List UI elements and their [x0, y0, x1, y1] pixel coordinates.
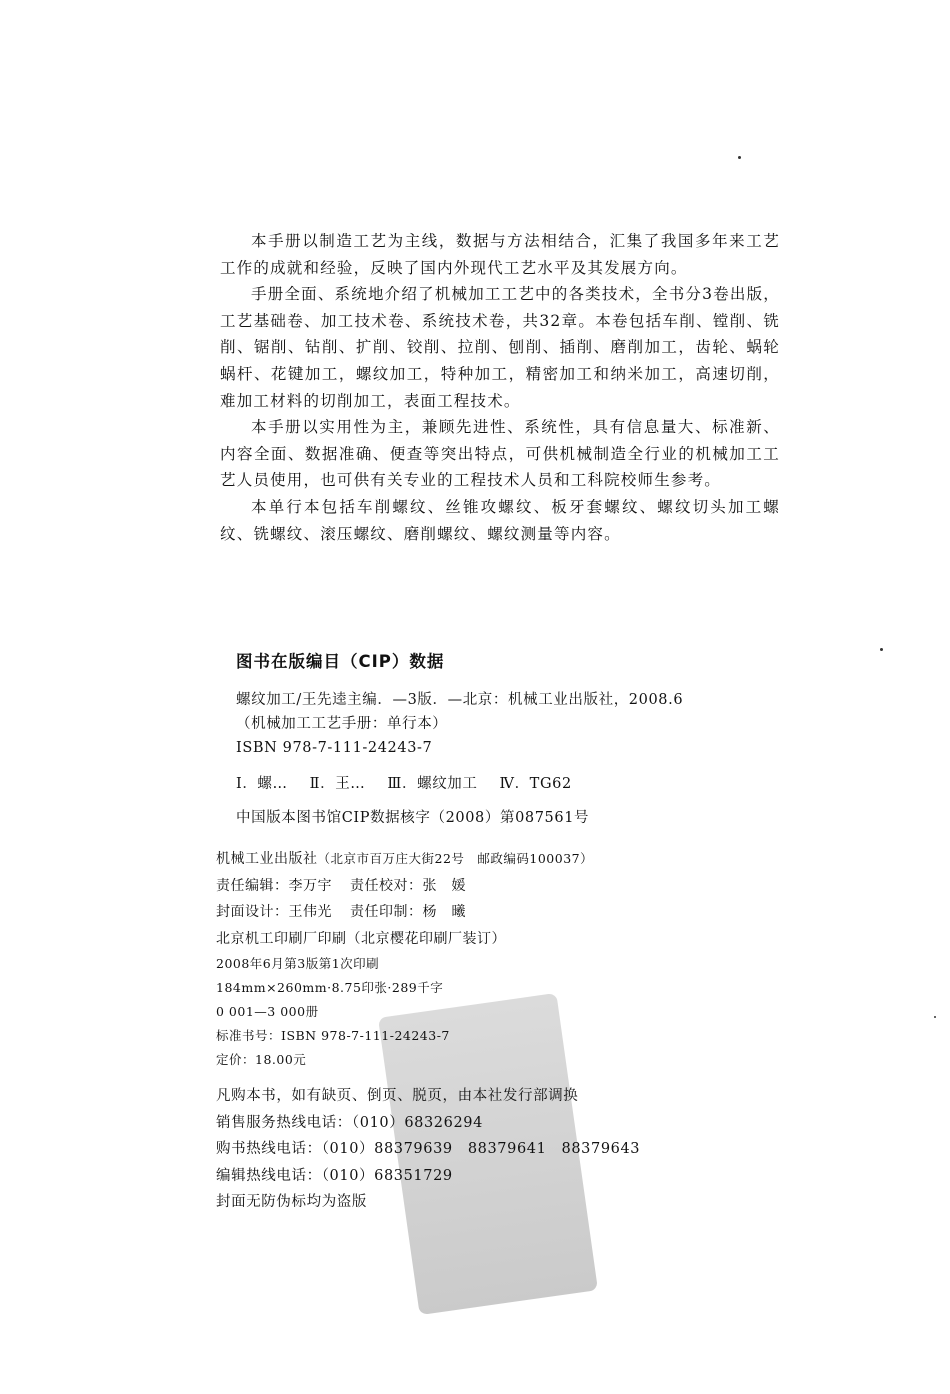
notice-line: 编辑热线电话：（010）68351729 — [216, 1167, 453, 1184]
cip-record-number: 中国版本图书馆CIP数据核字（2008）第087561号 — [236, 810, 590, 826]
editor-line — [216, 873, 776, 900]
price-line: 定价：18.00元 — [216, 1052, 307, 1067]
responsible-editor: 责任编辑：李万宇 — [216, 877, 332, 894]
cover-designer: 封面设计：王伟光 — [216, 904, 332, 920]
intro-paragraph: 本手册以制造工艺为主线，数据与方法相结合，汇集了我国多年来工艺工作的成就和经验，反映了国内外现代工艺水平及其发展方向。 — [220, 232, 780, 277]
scan-speck — [738, 156, 741, 159]
scan-speck — [934, 1016, 936, 1018]
publisher-name: 机械工业出版社 — [216, 851, 318, 867]
printer-line: 北京机工印刷厂印刷（北京樱花印刷厂装订） — [216, 930, 506, 947]
standard-number: 标准书号：ISBN 978-7-111-24243-7 — [216, 1028, 450, 1043]
cip-main-entry: 螺纹加工/王先逵主编．—3版．—北京：机械工业出版社，2008.6 — [236, 692, 684, 708]
book-introduction — [220, 228, 780, 547]
publisher-line — [216, 846, 776, 873]
edition-line: 2008年6月第3版第1次印刷 — [216, 956, 380, 971]
copies-line: 0 001—3 000册 — [216, 1004, 319, 1019]
cip-class-4: Ⅳ．TG62 — [499, 776, 572, 792]
notice-line: 销售服务热线电话：（010）68326294 — [216, 1114, 483, 1131]
cip-isbn: ISBN 978-7-111-24243-7 — [236, 740, 433, 756]
print-supervisor: 责任印制：杨 曦 — [350, 904, 466, 920]
notice-line: 封面无防伪标均为盗版 — [216, 1194, 367, 1211]
design-line — [216, 899, 776, 926]
notice-line: 凡购本书，如有缺页、倒页、脱页，由本社发行部调换 — [216, 1088, 579, 1104]
publisher-info — [216, 846, 776, 1072]
notice-line: 购书热线电话：（010）88379639 88379641 88379643 — [216, 1141, 641, 1158]
cip-class-1: Ⅰ．螺… — [236, 776, 288, 792]
cip-classification — [236, 772, 776, 796]
intro-paragraph: 本单行本包括车削螺纹、丝锥攻螺纹、板牙套螺纹、螺纹切头加工螺纹、铣螺纹、滚压螺纹、磨削螺纹、螺纹测量等内容。 — [220, 497, 780, 543]
cip-title: 图书在版编目（CIP）数据 — [236, 652, 445, 671]
cip-class-2: Ⅱ．王… — [309, 776, 366, 792]
scan-speck — [880, 648, 883, 651]
responsible-proofreader: 责任校对：张 媛 — [350, 877, 466, 894]
notice-info — [216, 1083, 776, 1216]
format-line: 184mm×260mm·8.75印张·289千字 — [216, 980, 444, 995]
cip-series: （机械加工工艺手册：单行本） — [236, 716, 448, 732]
cip-class-3: Ⅲ．螺纹加工 — [387, 776, 478, 792]
cip-data — [236, 688, 776, 830]
publisher-address: （北京市百万庄大街22号 邮政编码100037） — [317, 851, 594, 866]
intro-paragraph: 本手册以实用性为主，兼顾先进性、系统性，具有信息量大、标准新、内容全面、数据准确、便查等突出特点，可供机械制造全行业的机械加工工艺人员使用，也可供有关专业的工程技术人员和工科院校师生参考。 — [220, 418, 780, 490]
intro-paragraph: 手册全面、系统地介绍了机械加工工艺中的各类技术，全书分3卷出版，工艺基础卷、加工技术卷、系统技术卷，共32章。本卷包括车削、镗削、铣削、锯削、钻削、扩削、铰削、拉削、刨削、插削、磨削加工，齿轮、蜗轮蜗杆、花键加工，螺纹加工，特种加工，精密加工和纳米加工，高速切削，难加工材料的切削加工，表面工程技术。 — [220, 285, 780, 410]
